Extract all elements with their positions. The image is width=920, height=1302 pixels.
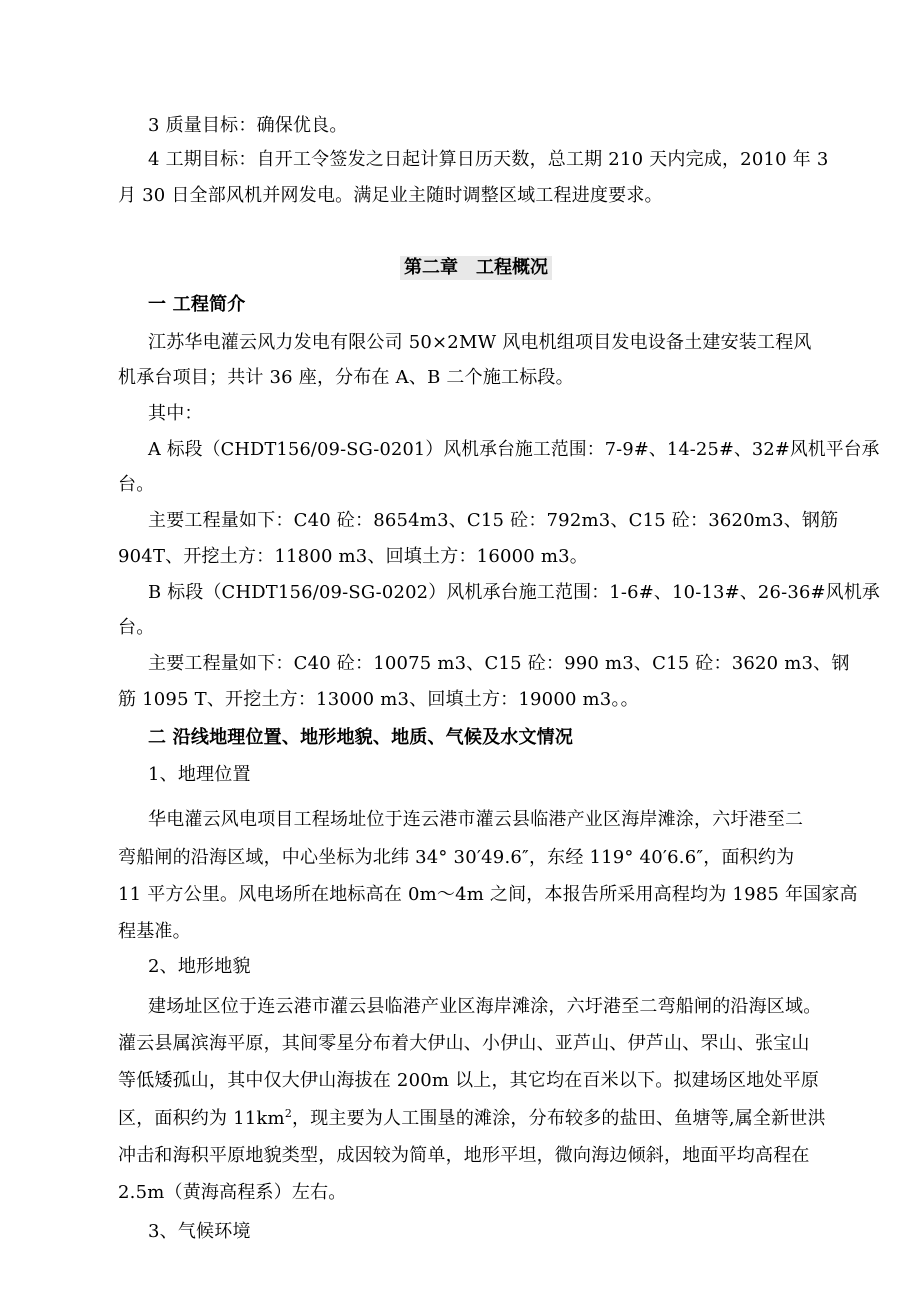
terrain-line-1: 建场址区位于连云港市灌云县临港产业区海岸滩涂，六圩港至二弯船闸的沿海区域。	[148, 996, 822, 1017]
intro-line-2: 机承台项目；共计 36 座，分布在 A、B 二个施工标段。	[118, 367, 574, 388]
quality-goal: 3 质量目标：确保优良。	[148, 115, 348, 136]
b-scope-line-2: 台。	[118, 617, 155, 638]
superscript-two: 2	[284, 1107, 293, 1120]
terrain-line-5: 冲击和海积平原地貌类型，成因较为简单，地形平坦，微向海边倾斜，地面平均高程在	[118, 1145, 810, 1166]
section-heading-geography: 二 沿线地理位置、地形地貌、地质、气候及水文情况	[148, 727, 574, 748]
terrain-line-4-part-a: 区，面积约为 11km	[118, 1108, 285, 1129]
subheading-climate: 3、气候环境	[148, 1221, 251, 1242]
section-heading-project-intro: 一 工程简介	[148, 294, 246, 315]
b-scope-line-1: B 标段（CHDT156/09-SG-0202）风机承台施工范围：1-6#、10-13#、26-36#风机承	[148, 582, 881, 603]
terrain-line-2: 灌云县属滨海平原，其间零星分布着大伊山、小伊山、亚芦山、伊芦山、罘山、张宝山	[118, 1033, 810, 1054]
terrain-line-4-part-b: ，现主要为人工围垦的滩涂，分布较多的盐田、鱼塘等,属全新世洪	[292, 1108, 826, 1129]
a-quantity-line-2: 904T、开挖土方：11800 m3、回填土方：16000 m3。	[118, 546, 588, 567]
a-scope-line-1: A 标段（CHDT156/09-SG-0201）风机承台施工范围：7-9#、14-25#、32#风机平台承	[148, 439, 880, 460]
subheading-terrain: 2、地形地貌	[148, 956, 251, 977]
a-scope-line-2: 台。	[118, 474, 155, 495]
location-line-1: 华电灌云风电项目工程场址位于连云港市灌云县临港产业区海岸滩涂，六圩港至二	[148, 809, 804, 830]
b-quantity-line-1: 主要工程量如下：C40 砼：10075 m3、C15 砼：990 m3、C15 砼：3620 m3、钢	[148, 653, 850, 674]
terrain-line-6: 2.5m（黄海高程系）左右。	[118, 1182, 347, 1203]
subheading-location: 1、地理位置	[148, 764, 251, 785]
terrain-line-4	[118, 1107, 826, 1131]
schedule-goal-line-2: 月 30 日全部风机并网发电。满足业主随时调整区域工程进度要求。	[118, 185, 663, 206]
location-line-3: 11 平方公里。风电场所在地标高在 0m～4m 之间，本报告所采用高程均为 1985 年国家高	[118, 884, 858, 905]
intro-line-1: 江苏华电灌云风力发电有限公司 50×2MW 风电机组项目发电设备土建安装工程风	[148, 332, 812, 353]
chapter-title: 第二章 工程概况	[400, 256, 552, 280]
schedule-goal-line-1: 4 工期目标：自开工令签发之日起计算日历天数，总工期 210 天内完成，2010 年 3	[148, 149, 829, 170]
a-quantity-line-1: 主要工程量如下：C40 砼：8654m3、C15 砼：792m3、C15 砼：3620m3、钢筋	[148, 510, 839, 531]
terrain-line-3: 等低矮孤山，其中仅大伊山海拔在 200m 以上，其它均在百米以下。拟建场区地处平原	[118, 1070, 820, 1091]
b-quantity-line-2: 筋 1095 T、开挖土方：13000 m3、回填土方：19000 m3。。	[118, 689, 639, 710]
location-line-4: 程基准。	[118, 921, 191, 942]
among-label: 其中：	[148, 403, 203, 424]
location-line-2: 弯船闸的沿海区域，中心坐标为北纬 34° 30′49.6″，东经 119° 40′6.6″，面积约为	[118, 847, 795, 868]
